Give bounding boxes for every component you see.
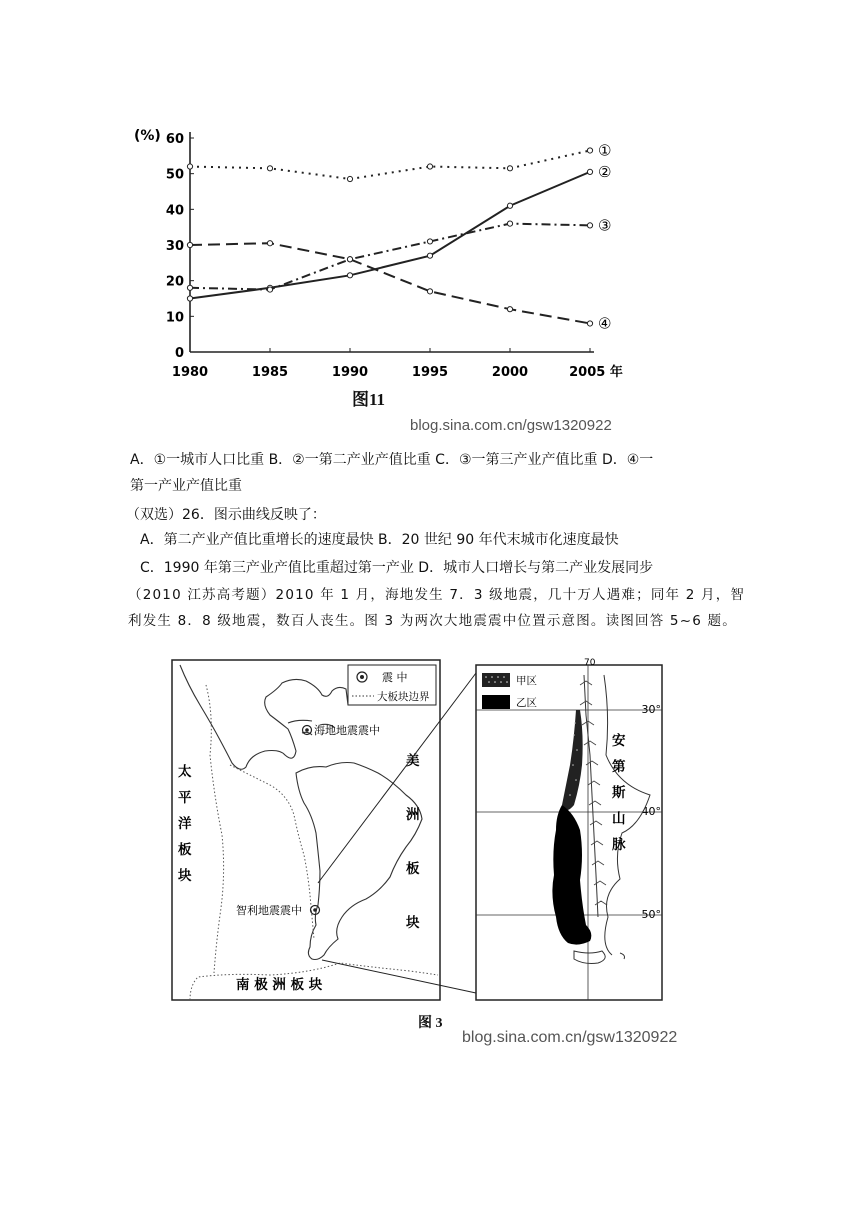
figure-3-caption: 图 3 [418, 1016, 443, 1031]
x-tick-label: 1985 [251, 365, 289, 380]
y-tick-label: 30 [165, 239, 184, 254]
series-2-point [187, 296, 192, 301]
series-2-point [347, 273, 352, 278]
series-line-2 [190, 172, 590, 299]
series-4-point [347, 257, 352, 262]
line-chart [120, 120, 640, 420]
series-label-4: ④ [598, 314, 612, 333]
american-plate-label [406, 752, 420, 931]
svg-text:板: 板 [178, 842, 192, 858]
zone-b-legend-label: 乙区 [516, 697, 537, 709]
series-label-3: ③ [598, 216, 612, 235]
legend-epicenter-label: 震 中 [382, 671, 408, 684]
x-tick-label: 1980 [171, 365, 209, 380]
series-line-4 [190, 243, 590, 323]
series-4-point [587, 321, 592, 326]
svg-text:山: 山 [612, 811, 626, 827]
pacific-plate-label [178, 763, 192, 884]
lat-label-30: 30° [641, 703, 661, 716]
series-3-point [507, 221, 512, 226]
x-tick-label: 1990 [331, 365, 369, 380]
series-label-2: ② [598, 162, 612, 181]
svg-text:脉: 脉 [612, 837, 626, 853]
series-label-1: ① [598, 141, 612, 160]
svg-text:安: 安 [612, 733, 626, 749]
series-3-point [267, 287, 272, 292]
watermark-top: blog.sina.com.cn/gsw1320922 [410, 417, 612, 434]
svg-text:洲: 洲 [406, 807, 420, 823]
series-line-1 [190, 150, 590, 179]
q25-options-line-2: 第一产业产值比重 [130, 478, 242, 494]
x-tick-label: 2005 年 [569, 365, 623, 380]
legend-boundary-label: 大板块边界 [377, 691, 430, 703]
y-tick-label: 0 [174, 346, 184, 361]
svg-text:洋: 洋 [178, 816, 192, 832]
x-tick-label: 2000 [491, 365, 529, 380]
series-3-point [187, 285, 192, 290]
series-4-point [187, 242, 192, 247]
svg-text:块: 块 [178, 868, 192, 884]
inset-connector-bottom [322, 960, 476, 993]
svg-text:斯: 斯 [612, 785, 626, 801]
svg-text:平: 平 [178, 790, 192, 806]
series-4-point [507, 307, 512, 312]
chart-axes [190, 132, 594, 352]
lat-label-50: 50° [641, 908, 661, 921]
svg-text:板: 板 [406, 861, 420, 877]
chart-series [187, 141, 611, 332]
q26-options-ab: A．第二产业产值比重增长的速度最快 B．20 世纪 90 年代末城市化速度最快 [140, 532, 619, 548]
svg-text:美: 美 [406, 753, 420, 769]
series-4-point [427, 289, 432, 294]
epicenter-legend-icon-dot [360, 675, 364, 679]
y-tick-label: 20 [165, 274, 184, 290]
north-america-coast [180, 665, 348, 769]
chart-tick-labels [166, 132, 623, 380]
haiti-epicenter-dot [305, 728, 309, 732]
series-4-point [267, 241, 272, 246]
intro-line-1: （2010 江苏高考题）2010 年 1 月，海地发生 7．3 级地震，几十万人遇难；同年 2 月，智 [128, 587, 746, 603]
y-tick-label: 10 [165, 310, 184, 326]
zone-b-swatch [482, 695, 510, 709]
y-tick-label: 50 [165, 167, 184, 183]
antarctic-plate-label: 南 极 洲 板 块 [236, 977, 323, 993]
lon-label-70: 70 [584, 658, 596, 668]
svg-text:太: 太 [178, 764, 192, 780]
series-2-point [427, 253, 432, 258]
series-1-point [347, 176, 352, 181]
series-3-point [427, 239, 432, 244]
svg-text:第: 第 [612, 759, 626, 775]
svg-text:块: 块 [406, 915, 420, 931]
y-axis-label: (%) [134, 128, 161, 144]
series-1-point [187, 164, 192, 169]
chile-epicenter-label: 智利地震震中 [236, 904, 302, 917]
zone-a-legend-label: 甲区 [516, 675, 537, 687]
series-1-point [427, 164, 432, 169]
y-tick-label: 60 [165, 132, 184, 147]
q26-options-cd: C．1990 年第三产业产值比重超过第一产业 D．城市人口增长与第二产业发展同步 [140, 560, 654, 576]
watermark-bottom: blog.sina.com.cn/gsw1320922 [462, 1029, 678, 1046]
q26-stem: （双选）26．图示曲线反映了： [126, 507, 326, 523]
lat-label-40: 40° [641, 805, 661, 818]
chile-epicenter-dot [313, 908, 317, 912]
earthquake-map [170, 655, 670, 1005]
intro-line-2: 利发生 8．8 级地震，数百人丧生。图 3 为两次大地震震中位置示意图。读图回答 5~6 题。 [128, 613, 737, 629]
series-1-point [267, 166, 272, 171]
series-3-point [587, 223, 592, 228]
series-line-3 [190, 224, 590, 290]
y-tick-label: 40 [165, 203, 184, 219]
haiti-epicenter-label: 海地地震震中 [314, 724, 380, 737]
south-america-coast [296, 763, 422, 960]
series-2-point [587, 169, 592, 174]
x-tick-label: 1995 [411, 365, 449, 380]
q25-options-line-1: A．①一城市人口比重 B．②一第二产业产值比重 C．③一第三产业产值比重 D．④一 [130, 452, 654, 468]
series-1-point [587, 148, 592, 153]
series-2-point [507, 203, 512, 208]
main-map-frame [172, 660, 440, 1000]
zone-a-swatch [482, 673, 510, 687]
figure-11-caption: 图11 [352, 390, 386, 409]
series-1-point [507, 166, 512, 171]
